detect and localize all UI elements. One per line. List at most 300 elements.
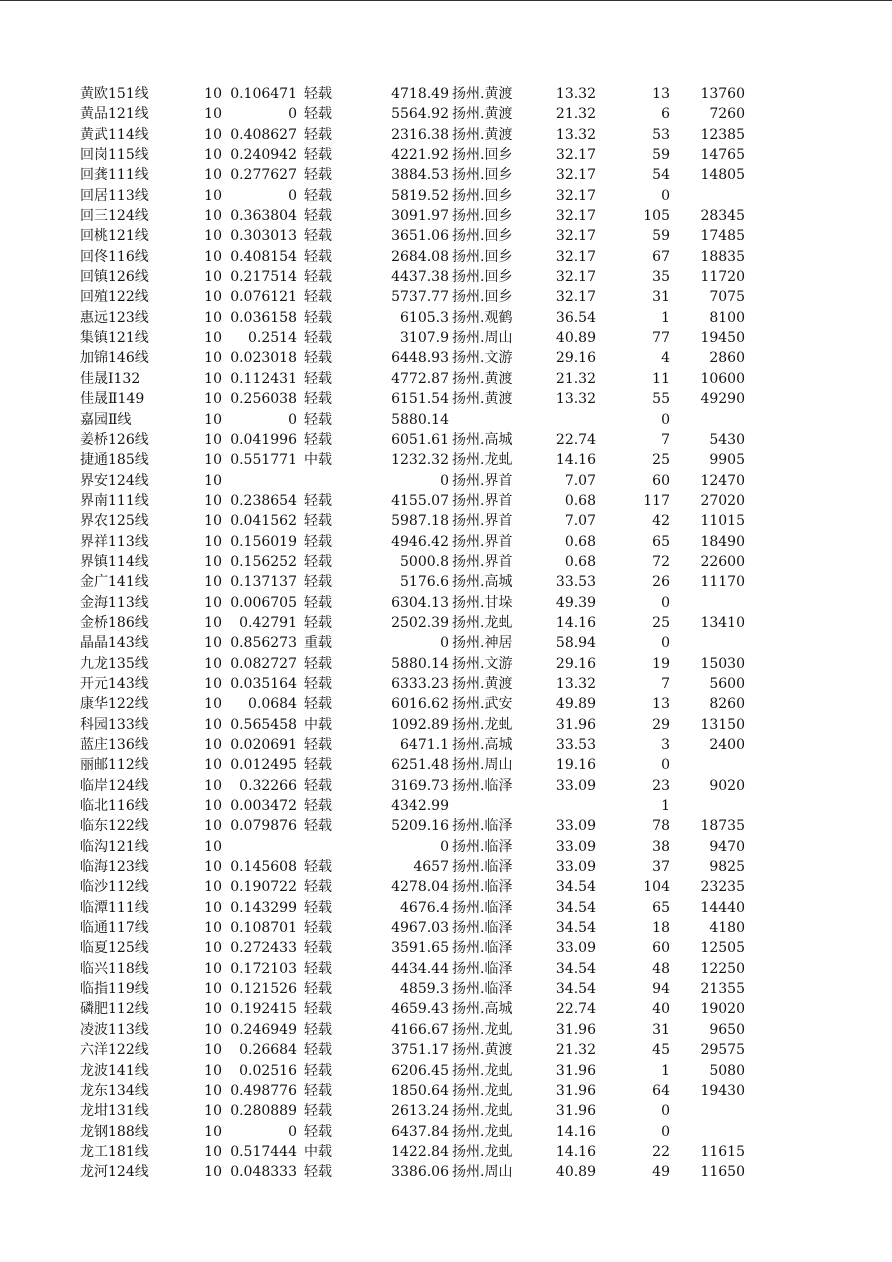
capacity-cell: 6105.3 [400, 309, 449, 326]
total-cell: 19020 [700, 1001, 745, 1018]
count-cell: 104 [643, 879, 670, 896]
length-cell: 32.17 [555, 269, 596, 286]
count-cell: 60 [652, 940, 670, 957]
line-name-cell: 回佟116线 [80, 248, 149, 265]
total-cell: 11015 [700, 513, 745, 530]
length-cell: 40.89 [555, 330, 596, 347]
length-cell: 36.54 [555, 309, 596, 326]
total-cell: 7260 [709, 106, 745, 123]
capacity-cell: 5880.14 [391, 655, 449, 672]
capacity-cell: 4342.99 [391, 798, 449, 815]
station-cell: 扬州.临泽 [452, 981, 513, 998]
voltage-cell: 10 [204, 126, 222, 143]
load-rate-cell: 0.020691 [230, 737, 297, 753]
load-rate-cell: 0.079876 [230, 818, 297, 835]
table-row [0, 308, 892, 328]
capacity-cell: 4434.44 [391, 960, 449, 977]
count-cell: 54 [652, 167, 670, 184]
total-cell: 10600 [700, 370, 745, 387]
count-cell: 31 [652, 289, 670, 306]
count-cell: 1 [661, 309, 670, 326]
load-rate-cell: 0.003472 [230, 798, 297, 815]
station-cell: 扬州.文游 [452, 655, 513, 672]
load-rate-cell: 0.041996 [230, 431, 297, 448]
length-cell: 22.74 [555, 1001, 596, 1018]
count-cell: 117 [643, 492, 670, 509]
load-status-cell: 轻载 [304, 208, 332, 225]
station-cell: 扬州.临泽 [452, 818, 513, 835]
capacity-cell: 2613.24 [391, 1103, 449, 1120]
station-cell: 扬州.回乡 [452, 289, 513, 306]
total-cell: 12505 [700, 940, 745, 957]
capacity-cell: 6251.48 [391, 757, 449, 774]
table-row [0, 145, 892, 165]
station-cell: 扬州.临泽 [452, 838, 513, 855]
line-name-cell: 回桃121线 [80, 228, 149, 245]
length-cell: 13.32 [555, 391, 596, 408]
length-cell: 34.54 [555, 981, 596, 998]
load-rate-cell: 0.035164 [230, 675, 297, 692]
voltage-cell: 10 [204, 838, 222, 855]
capacity-cell: 5176.6 [400, 574, 449, 591]
line-name-cell: 凌波113线 [80, 1021, 149, 1038]
length-cell: 34.54 [555, 920, 596, 937]
load-rate-cell: 0.32266 [239, 777, 297, 794]
capacity-cell: 1092.89 [391, 716, 449, 733]
station-cell: 扬州.临泽 [452, 777, 513, 794]
length-cell: 33.53 [555, 737, 596, 753]
voltage-cell: 10 [204, 452, 222, 469]
total-cell: 8100 [709, 309, 745, 326]
voltage-cell: 10 [204, 960, 222, 977]
total-cell: 21355 [700, 981, 745, 998]
line-name-cell: 龙钢188线 [80, 1123, 149, 1140]
load-status-cell: 中载 [304, 452, 332, 469]
table-row [0, 857, 892, 877]
voltage-cell: 10 [204, 167, 222, 184]
load-status-cell: 轻载 [304, 859, 332, 876]
station-cell: 扬州.回乡 [452, 248, 513, 265]
station-cell: 扬州.龙虬 [452, 1082, 513, 1099]
length-cell: 32.17 [555, 228, 596, 245]
table-row [0, 1061, 892, 1081]
station-cell: 扬州.高城 [452, 431, 513, 448]
table-row [0, 979, 892, 999]
load-status-cell: 轻载 [304, 960, 332, 977]
line-name-cell: 临潭111线 [80, 899, 149, 916]
length-cell: 32.17 [555, 208, 596, 225]
line-name-cell: 嘉园Ⅱ线 [80, 411, 132, 428]
count-cell: 55 [652, 391, 670, 408]
table-row [0, 959, 892, 979]
capacity-cell: 6016.62 [391, 696, 449, 713]
line-name-cell: 黄武114线 [80, 126, 149, 143]
capacity-cell: 4772.87 [391, 370, 449, 387]
count-cell: 42 [652, 513, 670, 530]
capacity-cell: 1422.84 [391, 1143, 449, 1160]
total-cell: 14765 [700, 147, 745, 164]
total-cell: 12385 [700, 126, 745, 143]
count-cell: 31 [652, 1021, 670, 1038]
line-name-cell: 佳晟Ⅱ149 [80, 391, 145, 408]
total-cell: 49290 [700, 391, 745, 408]
line-name-cell: 回殖122线 [80, 289, 149, 306]
voltage-cell: 10 [204, 1123, 222, 1140]
capacity-cell: 3169.73 [391, 777, 449, 794]
station-cell: 扬州.界首 [452, 472, 513, 489]
length-cell: 21.32 [555, 1042, 596, 1059]
capacity-cell: 4657 [413, 859, 449, 876]
line-name-cell: 加锦146线 [80, 350, 149, 367]
line-name-cell: 临兴118线 [80, 960, 149, 977]
load-rate-cell: 0 [288, 411, 297, 428]
load-rate-cell: 0.036158 [230, 309, 297, 326]
table-row [0, 735, 892, 755]
load-rate-cell: 0 [288, 1123, 297, 1140]
table-row [0, 410, 892, 430]
line-name-cell: 龙坩131线 [80, 1103, 149, 1120]
capacity-cell: 5000.8 [400, 553, 449, 570]
table-row [0, 1040, 892, 1060]
line-name-cell: 蓝庄136线 [80, 737, 149, 753]
table-row [0, 694, 892, 714]
load-status-cell: 轻载 [304, 289, 332, 306]
capacity-cell: 3651.06 [391, 228, 449, 245]
capacity-cell: 5880.14 [391, 411, 449, 428]
table-row [0, 206, 892, 226]
load-status-cell: 轻载 [304, 1103, 332, 1120]
table-row [0, 796, 892, 816]
total-cell: 12250 [700, 960, 745, 977]
line-name-cell: 磷肥112线 [80, 1001, 149, 1018]
table-row [0, 837, 892, 857]
count-cell: 11 [652, 370, 670, 387]
load-status-cell: 轻载 [304, 696, 332, 713]
length-cell: 19.16 [555, 757, 596, 774]
voltage-cell: 10 [204, 1164, 222, 1181]
count-cell: 22 [652, 1143, 670, 1160]
count-cell: 13 [652, 86, 670, 102]
length-cell: 33.09 [555, 940, 596, 957]
station-cell: 扬州.龙虬 [452, 716, 513, 733]
load-rate-cell: 0.112431 [230, 370, 297, 387]
station-cell: 扬州.观鹤 [452, 309, 513, 326]
line-name-cell: 临夏125线 [80, 940, 149, 957]
load-status-cell: 轻载 [304, 350, 332, 367]
total-cell: 13410 [700, 614, 745, 631]
count-cell: 0 [661, 594, 670, 611]
table-row [0, 755, 892, 775]
length-cell: 33.53 [555, 574, 596, 591]
voltage-cell: 10 [204, 574, 222, 591]
station-cell: 扬州.回乡 [452, 147, 513, 164]
length-cell: 33.09 [555, 818, 596, 835]
length-cell: 14.16 [555, 614, 596, 631]
table-row [0, 898, 892, 918]
count-cell: 25 [652, 614, 670, 631]
count-cell: 77 [652, 330, 670, 347]
voltage-cell: 10 [204, 187, 222, 204]
load-rate-cell: 0.108701 [230, 920, 297, 937]
total-cell: 2860 [709, 350, 745, 367]
length-cell: 7.07 [564, 513, 596, 530]
length-cell: 7.07 [564, 472, 596, 489]
capacity-cell: 6206.45 [391, 1062, 449, 1079]
top-border-line [0, 0, 892, 1]
station-cell: 扬州.回乡 [452, 269, 513, 286]
station-cell: 扬州.周山 [452, 757, 513, 774]
length-cell: 40.89 [555, 1164, 596, 1181]
total-cell: 12470 [700, 472, 745, 489]
count-cell: 1 [661, 1062, 670, 1079]
load-status-cell: 轻载 [304, 655, 332, 672]
line-name-cell: 龙河124线 [80, 1164, 149, 1181]
station-cell: 扬州.回乡 [452, 228, 513, 245]
load-status-cell: 轻载 [304, 614, 332, 631]
count-cell: 7 [661, 431, 670, 448]
count-cell: 59 [652, 147, 670, 164]
length-cell: 21.32 [555, 106, 596, 123]
length-cell: 32.17 [555, 147, 596, 164]
station-cell: 扬州.临泽 [452, 920, 513, 937]
count-cell: 78 [652, 818, 670, 835]
load-status-cell: 轻载 [304, 675, 332, 692]
table-row [0, 1020, 892, 1040]
load-rate-cell: 0.041562 [230, 513, 297, 530]
table-row [0, 471, 892, 491]
capacity-cell: 3591.65 [391, 940, 449, 957]
count-cell: 53 [652, 126, 670, 143]
table-row [0, 776, 892, 796]
total-cell: 14805 [700, 167, 745, 184]
load-rate-cell: 0.156019 [230, 533, 297, 550]
load-rate-cell: 0.023018 [230, 350, 297, 367]
load-status-cell: 轻载 [304, 86, 332, 102]
table-row [0, 186, 892, 206]
load-status-cell: 轻载 [304, 553, 332, 570]
total-cell: 27020 [700, 492, 745, 509]
voltage-cell: 10 [204, 1082, 222, 1099]
table-row [0, 572, 892, 592]
voltage-cell: 10 [204, 920, 222, 937]
voltage-cell: 10 [204, 472, 222, 489]
load-status-cell: 中载 [304, 1143, 332, 1160]
line-name-cell: 金广141线 [80, 574, 149, 591]
voltage-cell: 10 [204, 86, 222, 102]
capacity-cell: 4221.92 [391, 147, 449, 164]
voltage-cell: 10 [204, 635, 222, 652]
table-row [0, 999, 892, 1019]
load-status-cell: 轻载 [304, 798, 332, 815]
load-rate-cell: 0.2514 [248, 330, 297, 347]
line-name-cell: 惠远123线 [80, 309, 149, 326]
load-status-cell: 轻载 [304, 269, 332, 286]
load-status-cell: 轻载 [304, 1062, 332, 1079]
station-cell: 扬州.界首 [452, 533, 513, 550]
voltage-cell: 10 [204, 513, 222, 530]
station-cell: 扬州.临泽 [452, 899, 513, 916]
length-cell: 32.17 [555, 187, 596, 204]
load-status-cell: 轻载 [304, 431, 332, 448]
table-row [0, 1162, 892, 1182]
length-cell: 31.96 [555, 716, 596, 733]
station-cell: 扬州.武安 [452, 696, 513, 713]
line-name-cell: 界南111线 [80, 492, 149, 509]
load-rate-cell: 0.02516 [239, 1062, 297, 1079]
load-status-cell: 轻载 [304, 1123, 332, 1140]
load-rate-cell: 0.303013 [230, 228, 297, 245]
station-cell: 扬州.黄渡 [452, 86, 513, 102]
load-rate-cell: 0.26684 [239, 1042, 297, 1059]
count-cell: 6 [661, 106, 670, 123]
load-rate-cell: 0.517444 [230, 1143, 297, 1160]
line-name-cell: 回镇126线 [80, 269, 149, 286]
table-row [0, 1122, 892, 1142]
line-name-cell: 临指119线 [80, 981, 149, 998]
load-status-cell: 轻载 [304, 391, 332, 408]
load-rate-cell: 0.551771 [230, 452, 297, 469]
total-cell: 9020 [709, 777, 745, 794]
voltage-cell: 10 [204, 106, 222, 123]
count-cell: 60 [652, 472, 670, 489]
voltage-cell: 10 [204, 350, 222, 367]
total-cell: 9470 [709, 838, 745, 855]
station-cell: 扬州.周山 [452, 330, 513, 347]
load-status-cell: 轻载 [304, 920, 332, 937]
station-cell: 扬州.回乡 [452, 167, 513, 184]
load-status-cell: 轻载 [304, 330, 332, 347]
voltage-cell: 10 [204, 798, 222, 815]
station-cell: 扬州.黄渡 [452, 1042, 513, 1059]
load-status-cell: 轻载 [304, 248, 332, 265]
line-name-cell: 临东122线 [80, 818, 149, 835]
capacity-cell: 6304.13 [391, 594, 449, 611]
load-status-cell: 轻载 [304, 757, 332, 774]
table-row [0, 348, 892, 368]
station-cell: 扬州.龙虬 [452, 1062, 513, 1079]
length-cell: 21.32 [555, 370, 596, 387]
load-status-cell: 轻载 [304, 533, 332, 550]
capacity-cell: 6333.23 [391, 675, 449, 692]
table-row [0, 247, 892, 267]
station-cell: 扬州.临泽 [452, 960, 513, 977]
total-cell: 13150 [700, 716, 745, 733]
voltage-cell: 10 [204, 716, 222, 733]
capacity-cell: 4155.07 [391, 492, 449, 509]
data-table [0, 84, 892, 1183]
station-cell: 扬州.黄渡 [452, 126, 513, 143]
table-row [0, 389, 892, 409]
voltage-cell: 10 [204, 757, 222, 774]
load-status-cell: 轻载 [304, 1021, 332, 1038]
capacity-cell: 2502.39 [391, 614, 449, 631]
count-cell: 72 [652, 553, 670, 570]
length-cell: 49.89 [555, 696, 596, 713]
capacity-cell: 0 [440, 838, 449, 855]
load-rate-cell: 0.238654 [230, 492, 297, 509]
voltage-cell: 10 [204, 289, 222, 306]
voltage-cell: 10 [204, 594, 222, 611]
voltage-cell: 10 [204, 899, 222, 916]
total-cell: 18835 [700, 248, 745, 265]
length-cell: 0.68 [564, 533, 596, 550]
load-status-cell: 重载 [304, 635, 332, 652]
station-cell: 扬州.高城 [452, 1001, 513, 1018]
count-cell: 37 [652, 859, 670, 876]
capacity-cell: 6437.84 [391, 1123, 449, 1140]
count-cell: 38 [652, 838, 670, 855]
total-cell: 13760 [700, 86, 745, 102]
table-row [0, 511, 892, 531]
line-name-cell: 开元143线 [80, 675, 149, 692]
count-cell: 65 [652, 899, 670, 916]
load-rate-cell: 0.498776 [230, 1082, 297, 1099]
line-name-cell: 丽邮112线 [80, 757, 149, 774]
total-cell: 11170 [700, 574, 745, 591]
total-cell: 23235 [700, 879, 745, 896]
capacity-cell: 2684.08 [391, 248, 449, 265]
total-cell: 22600 [700, 553, 745, 570]
capacity-cell: 5564.92 [391, 106, 449, 123]
line-name-cell: 六洋122线 [80, 1042, 149, 1059]
load-rate-cell: 0.006705 [230, 594, 297, 611]
station-cell: 扬州.临泽 [452, 879, 513, 896]
load-rate-cell: 0.156252 [230, 553, 297, 570]
line-name-cell: 界祥113线 [80, 533, 149, 550]
count-cell: 19 [652, 655, 670, 672]
capacity-cell: 3884.53 [391, 167, 449, 184]
table-row [0, 816, 892, 836]
voltage-cell: 10 [204, 269, 222, 286]
station-cell: 扬州.回乡 [452, 208, 513, 225]
load-status-cell: 轻载 [304, 513, 332, 530]
length-cell: 13.32 [555, 126, 596, 143]
capacity-cell: 5737.77 [391, 289, 449, 306]
load-status-cell: 轻载 [304, 492, 332, 509]
load-status-cell: 轻载 [304, 737, 332, 753]
load-rate-cell: 0.217514 [230, 269, 297, 286]
load-rate-cell: 0.246949 [230, 1021, 297, 1038]
voltage-cell: 10 [204, 431, 222, 448]
total-cell: 8260 [709, 696, 745, 713]
total-cell: 11720 [700, 269, 745, 286]
length-cell: 22.74 [555, 431, 596, 448]
table-row [0, 877, 892, 897]
voltage-cell: 10 [204, 1103, 222, 1120]
length-cell: 14.16 [555, 1143, 596, 1160]
line-name-cell: 金海113线 [80, 594, 149, 611]
count-cell: 18 [652, 920, 670, 937]
table-row [0, 287, 892, 307]
count-cell: 0 [661, 187, 670, 204]
table-row [0, 125, 892, 145]
load-rate-cell: 0.145608 [230, 859, 297, 876]
load-status-cell: 轻载 [304, 1001, 332, 1018]
table-row [0, 165, 892, 185]
length-cell: 33.09 [555, 859, 596, 876]
total-cell: 11615 [700, 1143, 745, 1160]
capacity-cell: 1850.64 [391, 1082, 449, 1099]
total-cell: 28345 [700, 208, 745, 225]
total-cell: 18735 [700, 818, 745, 835]
voltage-cell: 10 [204, 696, 222, 713]
load-status-cell: 轻载 [304, 106, 332, 123]
length-cell: 34.54 [555, 960, 596, 977]
length-cell: 34.54 [555, 899, 596, 916]
table-row [0, 532, 892, 552]
voltage-cell: 10 [204, 330, 222, 347]
total-cell: 4180 [709, 920, 745, 937]
